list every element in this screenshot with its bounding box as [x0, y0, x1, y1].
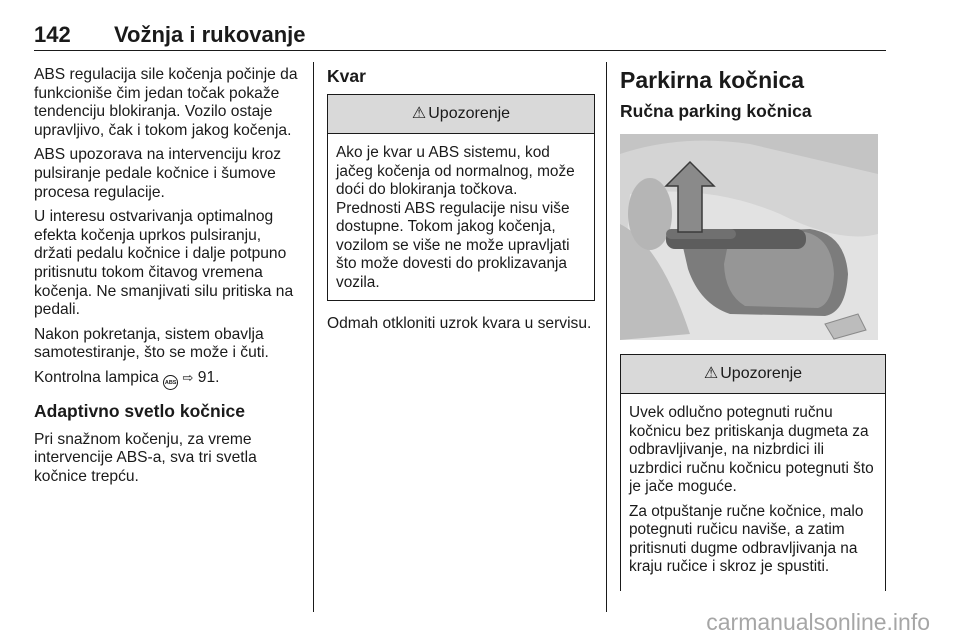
warning-text: Uvek odlučno potegnuti ručnu kočnicu bez pritiskanja dugmeta za odbravljivanje, na nizbrdici ili uzbrdici ručnu kočnicu potegnuti što je jače moguće. — [629, 404, 874, 495]
chapter-title: Vožnja i rukovanje — [114, 22, 306, 47]
paragraph: Nakon pokretanja, sistem obavlja samotestiranje, što se može i čuti. — [34, 325, 269, 362]
warning-body — [328, 134, 594, 300]
page-number: 142 — [34, 22, 71, 47]
warning-triangle-icon: ⚠ — [411, 104, 427, 122]
warning-label: Upozorenje — [720, 364, 803, 382]
warning-triangle-icon: ⚠ — [703, 364, 719, 382]
paragraph: Pri snažnom kočenju, za vreme intervencije ABS-a, sva tri svetla kočnice trepću. — [34, 430, 257, 485]
warning-text: Ako je kvar u ABS sistemu, kod jačeg kočenja od normalnog, može doći do blokiranja točkova. Prednosti ABS regulacije nisu više dostupne. Tokom jakog kočenja, vozilom se više ne može upravljati što može dovesti do proklizavanja vozila. — [336, 144, 575, 291]
warning-box — [327, 94, 595, 301]
header-rule — [34, 50, 886, 51]
page-reference[interactable]: 91. — [197, 368, 220, 386]
warning-text: Za otpuštanje ručne kočnice, malo potegnuti ručicu naviše, a zatim pritisnuti dugme odbravljivanja na kraju ručice i skroz je spustiti. — [629, 502, 864, 575]
abs-warning-icon: ABS — [163, 375, 178, 390]
paragraph-control-lamp — [34, 369, 302, 390]
page-header — [34, 22, 886, 50]
warning-body — [621, 394, 885, 591]
column-middle — [327, 66, 595, 340]
section-title-parking-brake: Parkirna kočnica — [620, 67, 805, 93]
page-reference-icon: ⇨ — [182, 369, 194, 385]
subheading-hand-brake: Ručna parking kočnica — [620, 101, 812, 121]
column-divider-2 — [606, 62, 607, 612]
warning-label: Upozorenje — [428, 104, 511, 122]
column-right — [620, 66, 886, 605]
paragraph: U interesu ostvarivanja optimalnog efekta kočenja uprkos pulsiranju, držati pedalu kočnice i dalje potpuno pritisnutu tokom čitavog vremena kočenja. Ne smanjivati silu pritiska na pedali. — [34, 208, 294, 319]
section-title-fault: Kvar — [327, 66, 366, 86]
warning-header — [328, 95, 594, 134]
warning-header — [621, 355, 885, 394]
watermark: carmanualsonline.info — [706, 609, 930, 635]
column-left — [34, 66, 302, 492]
paragraph: ABS upozorava na intervenciju kroz pulsiranje pedale kočnice i šumove procesa regulacije. — [34, 146, 282, 201]
warning-box — [620, 354, 886, 591]
subheading-adaptive-brake-light: Adaptivno svetlo kočnice — [34, 400, 246, 421]
control-lamp-text: Kontrolna lampica — [34, 368, 159, 386]
paragraph: ABS regulacija sile kočenja počinje da funkcioniše čim jedan točak pokaže tendenciju blokiranja. Vozilo ostaje upravljivo, čak i tokom jakog kočenja. — [34, 66, 298, 139]
column-divider-1 — [313, 62, 314, 612]
hand-brake-illustration — [620, 134, 878, 340]
paragraph: Odmah otkloniti uzrok kvara u servisu. — [327, 315, 592, 332]
